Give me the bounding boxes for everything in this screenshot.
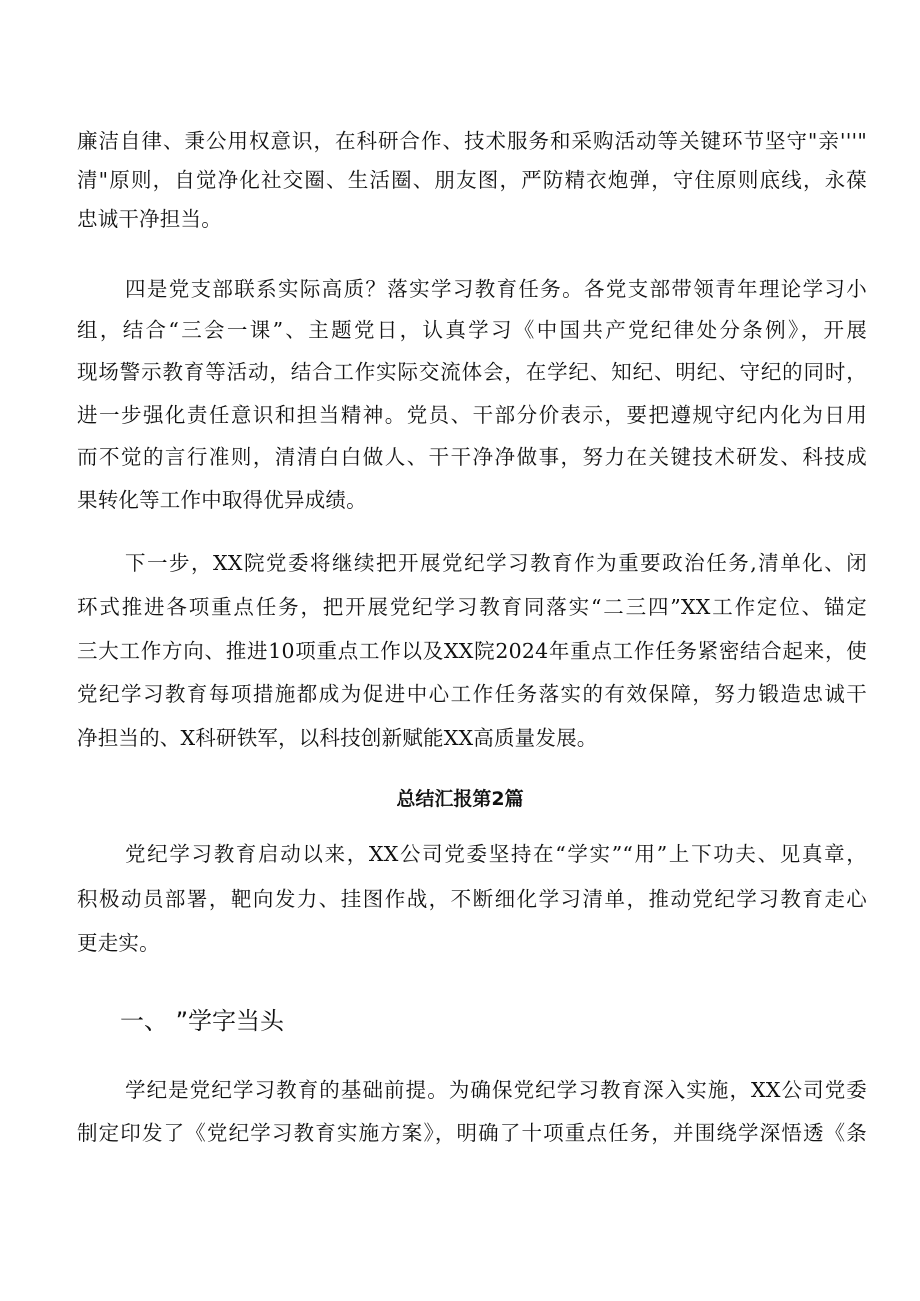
paragraph-line: 组，结合“三会一课”、主题党日，认真学习《中国共产党纪律处分条例》，开展 <box>77 318 867 342</box>
paragraph-line: 下一步，XX院党委将继续把开展党纪学习教育作为重要政治任务,清单化、闭 <box>125 551 867 575</box>
paragraph-line: 廉洁自律、秉公用权意识，在科研合作、技术服务和采购活动等关键环节坚守"亲'''" <box>77 129 867 153</box>
paragraph-line: 学纪是党纪学习教育的基础前提。为确保党纪学习教育深入实施，XX公司党委 <box>125 1078 867 1102</box>
paragraph-line: 制定印发了《党纪学习教育实施方案》，明确了十项重点任务，并围绕学深悟透《条 <box>77 1121 867 1145</box>
paragraph-line: 三大工作方向、推进10项重点工作以及XX院2024年重点工作任务紧密结合起来，使 <box>77 639 867 663</box>
paragraph-line: 净担当的、X科研铁军，以科技创新赋能XX高质量发展。 <box>77 726 598 750</box>
paragraph-line: 清"原则，自觉净化社交圈、生活圈、朋友图，严防精衣炮弹，守住原则底线，永葆 <box>77 168 867 192</box>
paragraph-line: 积极动员部署，靶向发力、挂图作战，不断细化学习清单，推动党纪学习教育走心 <box>77 887 867 911</box>
paragraph-line: 现场警示教育等活动，结合工作实际交流体会，在学纪、知纪、明纪、守纪的同时， <box>77 360 867 384</box>
paragraph-line: 果转化等工作中取得优异成绩。 <box>77 488 367 512</box>
section-title: 总结汇报第2篇 <box>396 788 524 810</box>
paragraph-line: 进一步强化责任意识和担当精神。党员、干部分价表示，要把遵规守纪内化为日用 <box>77 403 867 427</box>
paragraph-line: 而不觉的言行准则，清清白白做人、干干净净做事，努力在关键技术研发、科技成 <box>77 445 867 469</box>
paragraph-line: 四是党支部联系实际高质？落实学习教育任务。各党支部带领青年理论学习小 <box>125 277 867 301</box>
paragraph-line: 党纪学习教育每项措施都成为促进中心工作任务落实的有效保障，努力锻造忠诚干 <box>77 682 867 706</box>
paragraph-line: 环式推进各项重点任务，把开展党纪学习教育同落实“二三四”XX工作定位、锚定 <box>77 595 867 619</box>
paragraph-line: 忠诚干净担当。 <box>77 207 222 231</box>
section-heading: 一、 ”学字当头 <box>120 1007 285 1035</box>
paragraph-line: 党纪学习教育启动以来，XX公司党委坚持在“学实”“用”上下功夫、见真章， <box>125 842 867 866</box>
paragraph-line: 更走实。 <box>77 931 160 955</box>
